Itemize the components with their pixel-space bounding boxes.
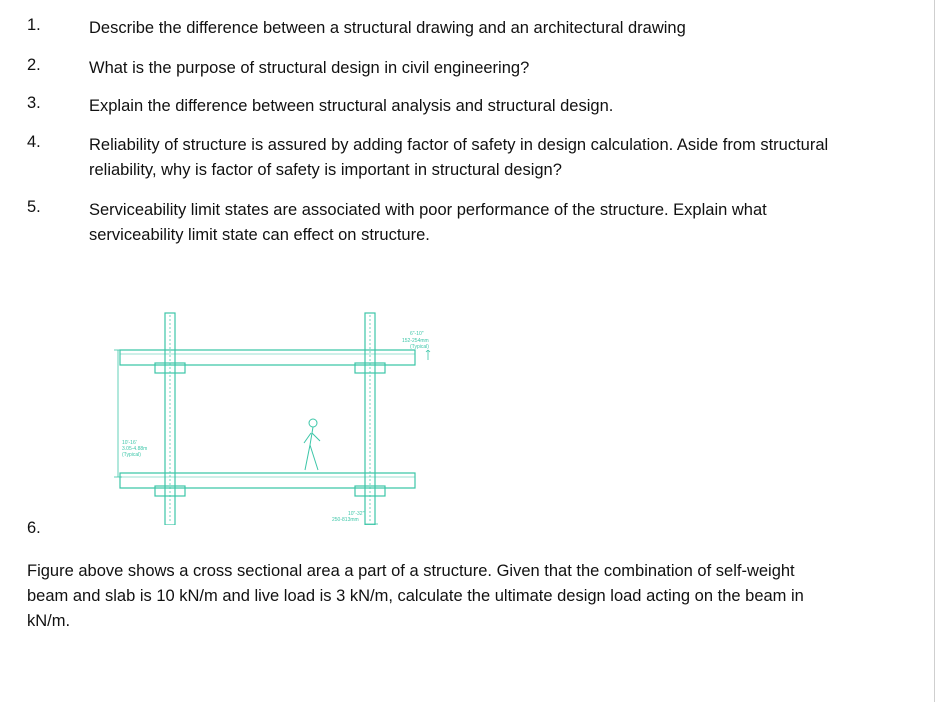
question-number: 5. <box>27 198 41 216</box>
dim-left-2: 3.05-4.88m <box>122 446 148 452</box>
question-6-number: 6. <box>27 519 41 537</box>
dim-left-1: 10'-16' <box>122 440 137 446</box>
question-number: 1. <box>27 16 41 34</box>
dim-top-right-1: 6"-10" <box>410 331 424 337</box>
structure-cross-section-figure <box>110 305 450 525</box>
dim-top-right-3: (Typical) <box>410 344 429 350</box>
question-text: Explain the difference between structural analysis and structural design. <box>89 97 614 115</box>
page-edge-rule <box>934 0 935 702</box>
question-number: 4. <box>27 133 41 151</box>
question-text: Reliability of structure is assured by adding factor of safety in design calculation. Aside from structural reliability, why is factor of safety is important in structural design? <box>89 136 829 179</box>
structure-drawing <box>110 305 450 525</box>
person-figure <box>304 419 320 470</box>
question-6-text: Figure above shows a cross sectional area a part of a structure. Given that the combination of self-weight beam and slab is 10 kN/m and live load is 3 kN/m, calculate the ultimate design load acting on the beam in kN/m. <box>27 562 804 630</box>
question-text: Serviceability limit states are associated with poor performance of the structure. Explain what serviceability limit state can effect on structure. <box>89 201 767 244</box>
question-number: 2. <box>27 56 41 74</box>
dim-bottom-1: 10"-32" <box>348 511 365 517</box>
question-text: Describe the difference between a structural drawing and an architectural drawing <box>89 19 686 37</box>
dim-top-right-2: 152-254mm <box>402 338 429 344</box>
dim-bottom-2: 250-813mm <box>332 517 359 523</box>
question-text: What is the purpose of structural design in civil engineering? <box>89 59 530 77</box>
question-number: 3. <box>27 94 41 112</box>
dim-left-3: (Typical) <box>122 452 141 458</box>
